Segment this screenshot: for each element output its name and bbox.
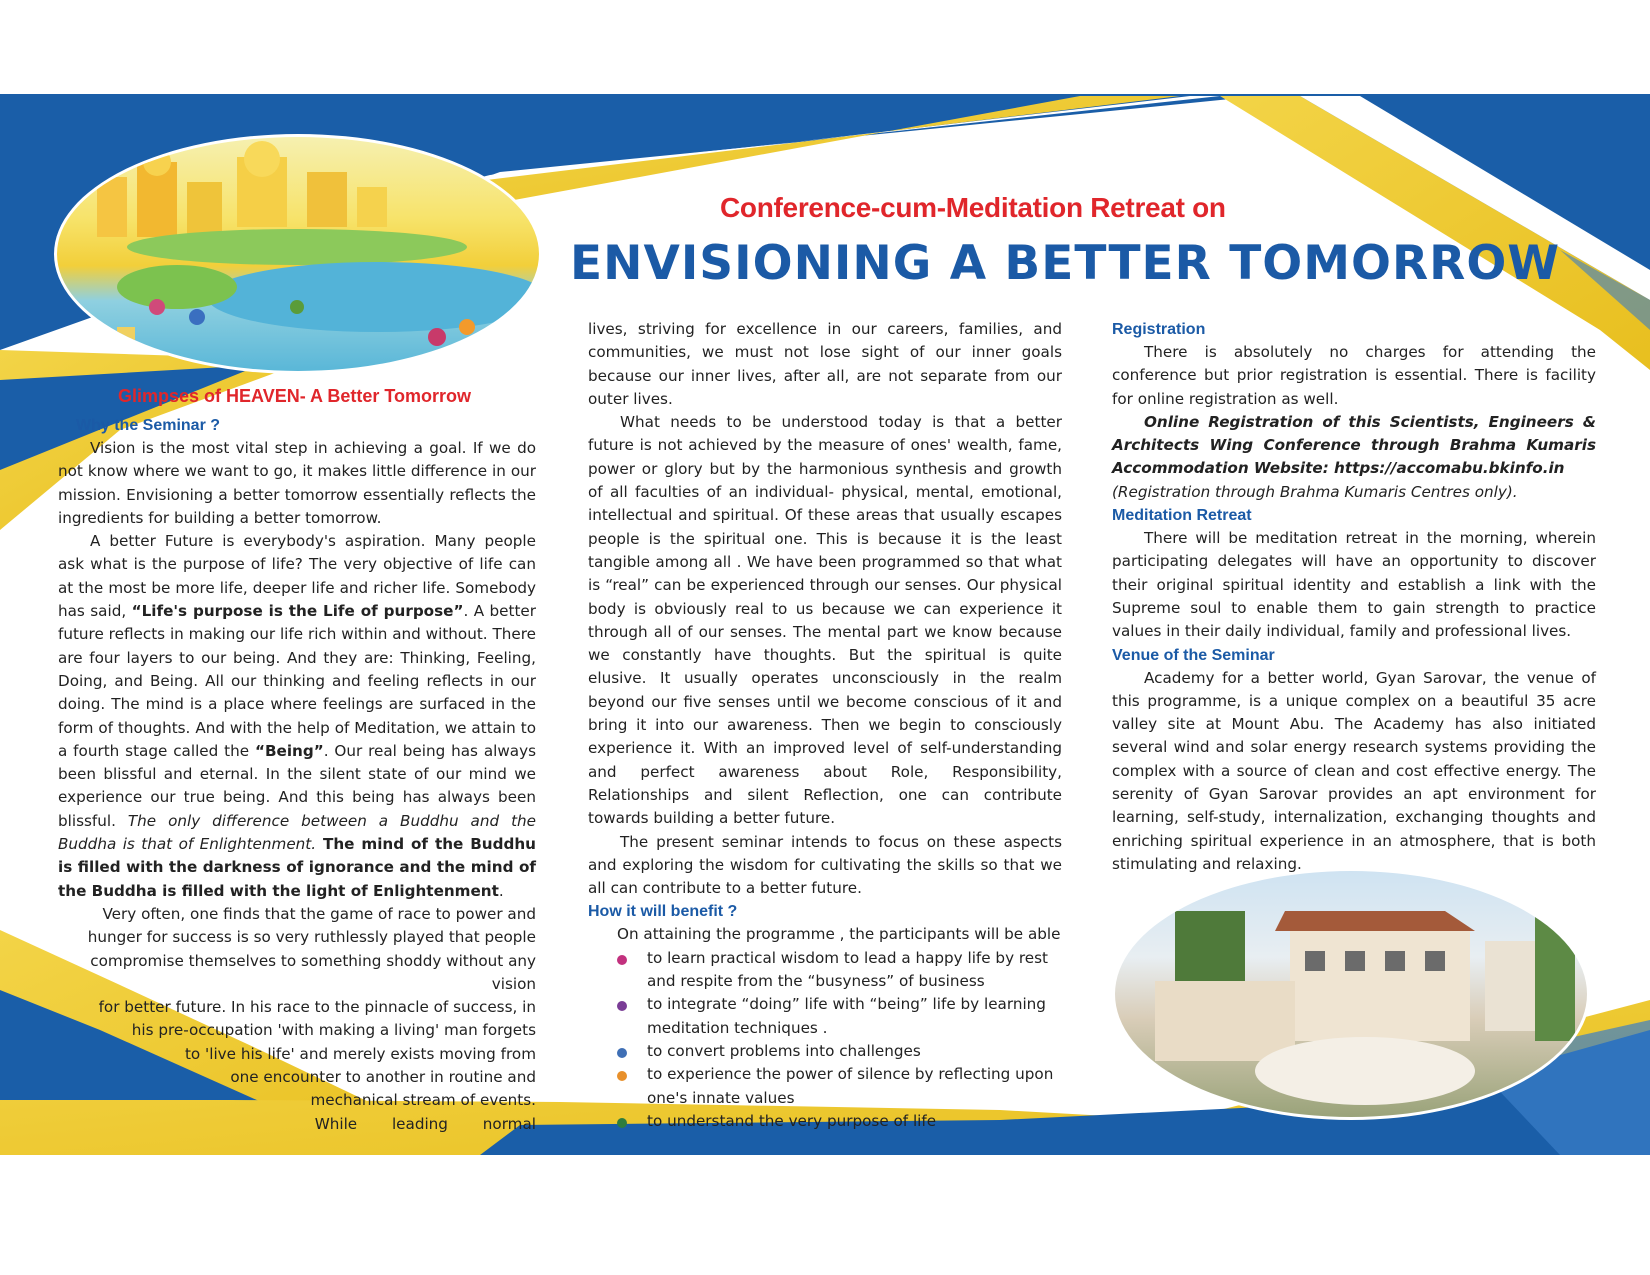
enlightenment-bold: The mind of the Buddhu is filled with the darkness of ignorance and the mind of the Buddha is filled with the light of Enlightenment bbox=[58, 835, 536, 900]
p3-line: one encounter to another in routine and bbox=[230, 1068, 536, 1087]
middle-column bbox=[588, 318, 1062, 1133]
event-subtitle: Conference-cum-Meditation Retreat on bbox=[720, 192, 1226, 223]
why-p2-text-b: . A better future reflects in making our life rich within and without. There are four layers to our being. And they are: Thinking, Feeling, Doing, and Being. All our thinking and feeling reflects in our doing. The mind is a place where feelings are surfaced in the form of thoughts. And with the help of Meditation, we attain to a fourth stage called the bbox=[58, 602, 536, 760]
bullet-dot-icon bbox=[617, 1001, 627, 1011]
right-column bbox=[1112, 318, 1596, 876]
heaven-illustration bbox=[54, 134, 542, 374]
left-column bbox=[58, 414, 536, 1136]
benefit-text: to learn practical wisdom to lead a happy life by rest and respite from the “busyness” of business bbox=[647, 948, 1049, 991]
benefit-item bbox=[617, 1040, 1062, 1063]
why-seminar-heading: Why the Seminar ? bbox=[76, 417, 221, 434]
meditation-paragraph: There will be meditation retreat in the morning, wherein participating delegates will have an opportunity to discover their original spiritual identity and establish a link with the Supreme soul to enable them to gain strength to practice values in their daily individual, family and professional lives. bbox=[1112, 529, 1596, 641]
why-paragraph-3 bbox=[58, 903, 536, 1136]
online-registration-text: Online Registration of this Scientists, Engineers & Architects Wing Conference through Brahma Kumaris Accommodation Website: https://accomabu.bkinfo.in bbox=[1112, 412, 1596, 478]
p3-line: Very often, one finds that the game of race to power and bbox=[102, 904, 536, 923]
p3-line: mechanical stream of events. bbox=[310, 1091, 536, 1110]
benefit-item bbox=[617, 1063, 1062, 1110]
p3-line: his pre-occupation 'with making a living' man forgets bbox=[131, 1021, 536, 1040]
venue-heading: Venue of the Seminar bbox=[1112, 646, 1275, 664]
benefit-intro: On attaining the programme , the participants will be able bbox=[617, 925, 1061, 944]
bullet-dot-icon bbox=[617, 1071, 627, 1081]
registration-note: (Registration through Brahma Kumaris Centres only). bbox=[1112, 482, 1518, 501]
middle-paragraph-1: lives, striving for excellence in our careers, families, and communities, we must not lose sight of our inner goals because our inner lives, after all, are not separate from our outer lives. bbox=[588, 320, 1062, 408]
benefit-item bbox=[617, 1110, 1062, 1133]
why-p2-text-a: A better Future is everybody's aspiration. Many people ask what is the purpose of life? The very objective of life can at the most be more life, deeper life and richer life. Somebody has said, bbox=[58, 532, 536, 621]
benefit-text: to convert problems into challenges bbox=[647, 1041, 921, 1060]
bullet-dot-icon bbox=[617, 1048, 627, 1058]
enlightenment-italic: The only difference between a Buddhu and the Buddha is that of Enlightenment. bbox=[58, 811, 536, 854]
venue-building-photo bbox=[1112, 868, 1590, 1120]
benefit-heading: How it will benefit ? bbox=[588, 903, 738, 921]
registration-heading: Registration bbox=[1112, 321, 1206, 338]
life-purpose-quote: “Life's purpose is the Life of purpose” bbox=[131, 602, 464, 621]
meditation-heading: Meditation Retreat bbox=[1112, 507, 1252, 525]
why-p2-end: . bbox=[498, 881, 504, 900]
why-paragraph-1: Vision is the most vital step in achieving a goal. If we do not know where we want to go, it makes little difference in our mission. Envisioning a better tomorrow essentially reflects the ingredients for building a better tomorrow. bbox=[58, 439, 536, 527]
benefit-text: to understand the very purpose of life bbox=[647, 1111, 937, 1130]
p3-line: compromise themselves to something shoddy without any vision bbox=[90, 951, 536, 993]
middle-paragraph-2: What needs to be understood today is that a better future is not achieved by the measure of ones' wealth, fame, power or glory but by the harmonious synthesis and growth of all faculties of an individual- physical, mental, emotional, intellectual and spiritual. Of these areas that usually escapes people is the spiritual one. This is because it is the least tangible among all . We have been programmed so that what is “real” can be experienced through our senses. Our physical body is obviously real to us because we can experience it through all of our senses. The mental part we know because we constantly have thoughts. But the spiritual is quite elusive. It usually operates unconsciously in the realm beyond our five senses until we become conscious of it and bring it into our awareness. Then we begin to consciously experience it. With an improved level of self-understanding and perfect awareness about Role, Responsibility, Relationships and silent Reflection, one can contribute towards building a better future. bbox=[588, 413, 1062, 828]
being-term: “Being” bbox=[254, 741, 324, 760]
bullet-dot-icon bbox=[617, 1118, 627, 1128]
p3-line: While leading normal bbox=[314, 1114, 536, 1133]
benefit-text: to integrate “doing” life with “being” life by learning meditation techniques . bbox=[647, 995, 1046, 1037]
venue-paragraph: Academy for a better world, Gyan Sarovar, the venue of this programme, is a unique complex on a beautiful 35 acre valley site at Mount Abu. The Academy has also initiated several wind and solar energy research systems providing the complex with a source of clean and cost effective energy. The serenity of Gyan Sarovar provides an apt environment for learning, self-study, internalization, exchanging thoughts and enriching spiritual experience in an atmosphere, that is both stimulating and relaxing. bbox=[1112, 668, 1596, 873]
page-title: ENVISIONING A BETTER TOMORROW bbox=[570, 236, 1561, 291]
p3-line: hunger for success is so very ruthlessly played that people bbox=[87, 928, 536, 947]
bullet-dot-icon bbox=[617, 955, 627, 965]
p3-line: for better future. In his race to the pinnacle of success, in bbox=[98, 998, 536, 1017]
image-caption: Glimpses of HEAVEN- A Better Tomorrow bbox=[118, 386, 472, 406]
why-p2-text-c: . Our real being has always been blissful and eternal. In the silent state of our mind we experience our true being. And this being has always been blissful. bbox=[58, 741, 537, 830]
why-paragraph-2 bbox=[58, 530, 536, 903]
benefit-text: to experience the power of silence by reflecting upon one's innate values bbox=[647, 1065, 1054, 1107]
registration-paragraph: There is absolutely no charges for attending the conference but prior registration is essential. There is facility for online registration as well. bbox=[1112, 343, 1596, 408]
middle-paragraph-3: The present seminar intends to focus on these aspects and exploring the wisdom for cultivating the skills so that we all can contribute to a better future. bbox=[588, 832, 1062, 898]
p3-line: to 'live his life' and merely exists moving from bbox=[184, 1044, 536, 1063]
benefit-item bbox=[617, 947, 1062, 994]
benefit-list bbox=[588, 947, 1062, 1133]
benefit-item bbox=[617, 993, 1062, 1040]
